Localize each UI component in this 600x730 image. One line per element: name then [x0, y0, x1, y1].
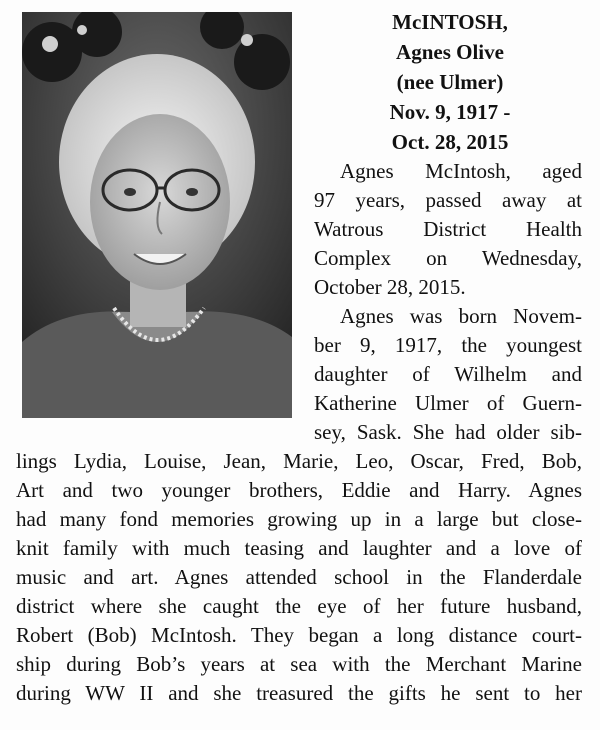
text-line: Robert (Bob) McIntosh. They began a long distance court- — [16, 623, 582, 647]
text-line: knit family with much teasing and laughter and a love of — [16, 536, 582, 560]
portrait-image — [22, 12, 292, 418]
obituary-surname: McINTOSH, — [392, 10, 508, 34]
text-line: Watrous District Health — [314, 217, 582, 241]
text-line: lings Lydia, Louise, Jean, Marie, Leo, Oscar, Fred, Bob, — [16, 449, 582, 473]
text-line: Art and two younger brothers, Eddie and Harry. Agnes — [16, 478, 582, 502]
text-line: Complex on Wednesday, — [314, 246, 582, 270]
obituary-given-names: Agnes Olive — [396, 40, 504, 64]
text-line: sey, Sask. She had older sib- — [314, 420, 582, 444]
obituary-maiden-name: (nee Ulmer) — [396, 70, 504, 94]
text-line: ber 9, 1917, the youngest — [314, 333, 582, 357]
text-line: Agnes McIntosh, aged — [340, 159, 582, 183]
text-line: daughter of Wilhelm and — [314, 362, 582, 386]
text-line: had many fond memories growing up in a large but close- — [16, 507, 582, 531]
text-line: 97 years, passed away at — [314, 188, 582, 212]
text-line: during WW II and she treasured the gifts he sent to her — [16, 681, 582, 705]
text-line: October 28, 2015. — [314, 275, 466, 299]
text-line: district where she caught the eye of her future husband, — [16, 594, 582, 618]
text-line: Katherine Ulmer of Guern- — [314, 391, 582, 415]
text-line: music and art. Agnes attended school in the Flanderdale — [16, 565, 582, 589]
portrait-photo — [22, 12, 292, 418]
text-line: Agnes was born Novem- — [340, 304, 582, 328]
obituary-death-date: Oct. 28, 2015 — [391, 130, 509, 154]
obituary-birth-date: Nov. 9, 1917 - — [389, 100, 511, 124]
text-line: ship during Bob’s years at sea with the Merchant Marine — [16, 652, 582, 676]
